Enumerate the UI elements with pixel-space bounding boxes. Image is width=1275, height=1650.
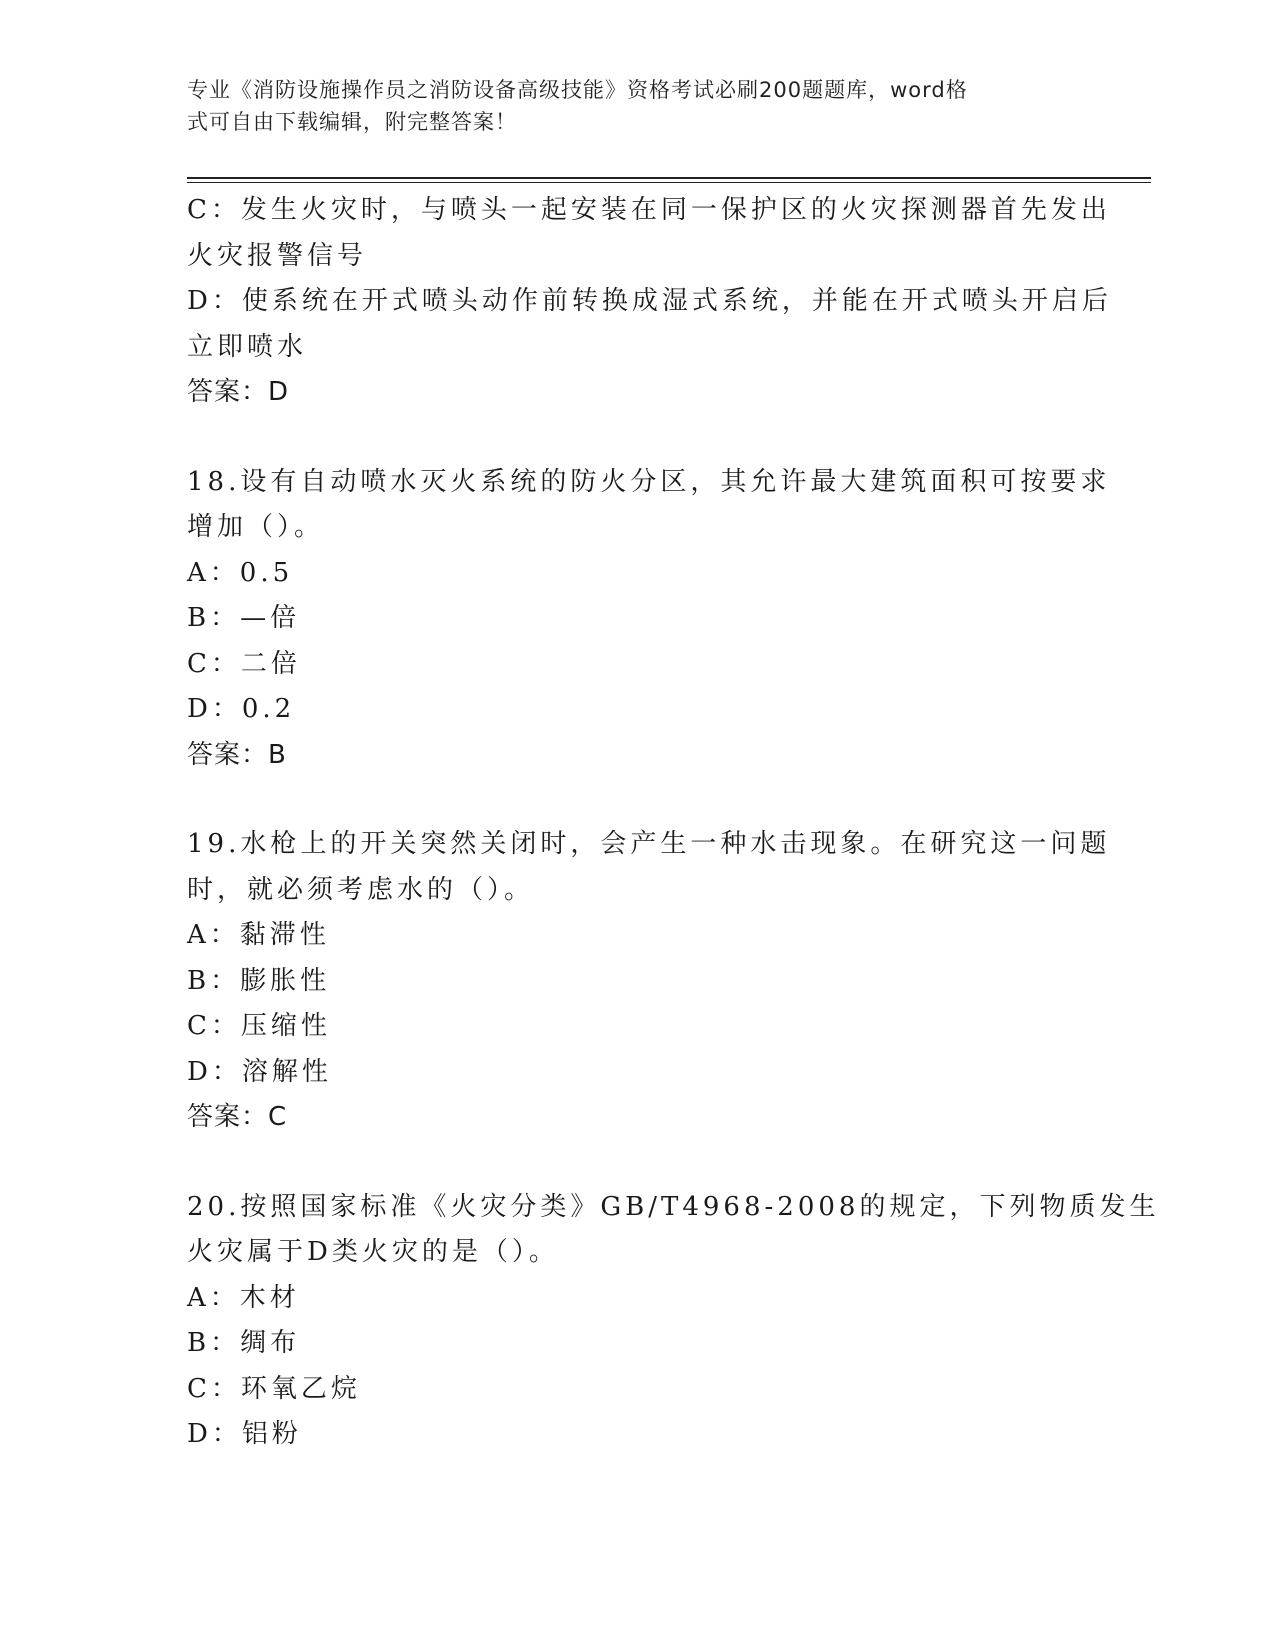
question-stem-line-2: 增加（）。 (187, 512, 325, 542)
option-b: B：—倍 (187, 603, 301, 633)
question-stem-line-2: 火灾属于D类火灾的是（）。 (187, 1237, 559, 1267)
option-d-line-1: D：使系统在开式喷头动作前转换成湿式系统，并能在开式喷头开启后 (187, 286, 1112, 316)
question-18 (187, 460, 1111, 779)
header-divider-thick (187, 177, 1151, 179)
header-divider-thin (187, 182, 1151, 183)
option-d-line-2: 立即喷水 (187, 331, 308, 362)
question-stem-line-2: 时，就必须考虑水的（）。 (187, 874, 535, 905)
header-line-1: 专业《消防设施操作员之消防设备高级技能》资格考试必刷200题题库，word格 (187, 78, 968, 102)
option-b: B：绸布 (187, 1328, 301, 1358)
exam-content (187, 188, 1160, 1458)
question-19 (187, 822, 1111, 1141)
question-stem-line-1: 18.设有自动喷水灭火系统的防火分区，其允许最大建筑面积可按要求 (187, 466, 1111, 497)
answer-17: 答案：D (187, 377, 290, 407)
header-line-2: 式可自由下载编辑，附完整答案！ (187, 110, 517, 134)
option-c-line-2: 火灾报警信号 (187, 240, 368, 271)
option-d: D：铝粉 (187, 1419, 302, 1449)
document-header (187, 74, 1067, 138)
question-stem-line-1: 19.水枪上的开关突然关闭时，会产生一种水击现象。在研究这一问题 (187, 829, 1111, 859)
question-stem-line-1: 20.按照国家标准《火灾分类》GB/T4968-2008的规定，下列物质发生 (187, 1191, 1160, 1222)
answer-19: 答案：C (187, 1102, 288, 1132)
option-a: A：0.5 (187, 557, 294, 588)
option-a: A：木材 (187, 1282, 300, 1313)
answer-18: 答案：B (187, 739, 287, 770)
option-a: A：黏滞性 (187, 920, 330, 950)
option-d: D：溶解性 (187, 1056, 332, 1087)
option-c: C：二倍 (187, 648, 301, 679)
option-c: C：压缩性 (187, 1011, 331, 1041)
option-b: B：膨胀性 (187, 965, 331, 996)
question-17-continued (187, 188, 1112, 416)
option-d: D：0.2 (187, 694, 296, 724)
option-c: C：环氧乙烷 (187, 1373, 361, 1404)
option-c-line-1: C：发生火灾时，与喷头一起安装在同一保护区的火灾探测器首先发出 (187, 195, 1111, 225)
question-20 (187, 1185, 1160, 1458)
